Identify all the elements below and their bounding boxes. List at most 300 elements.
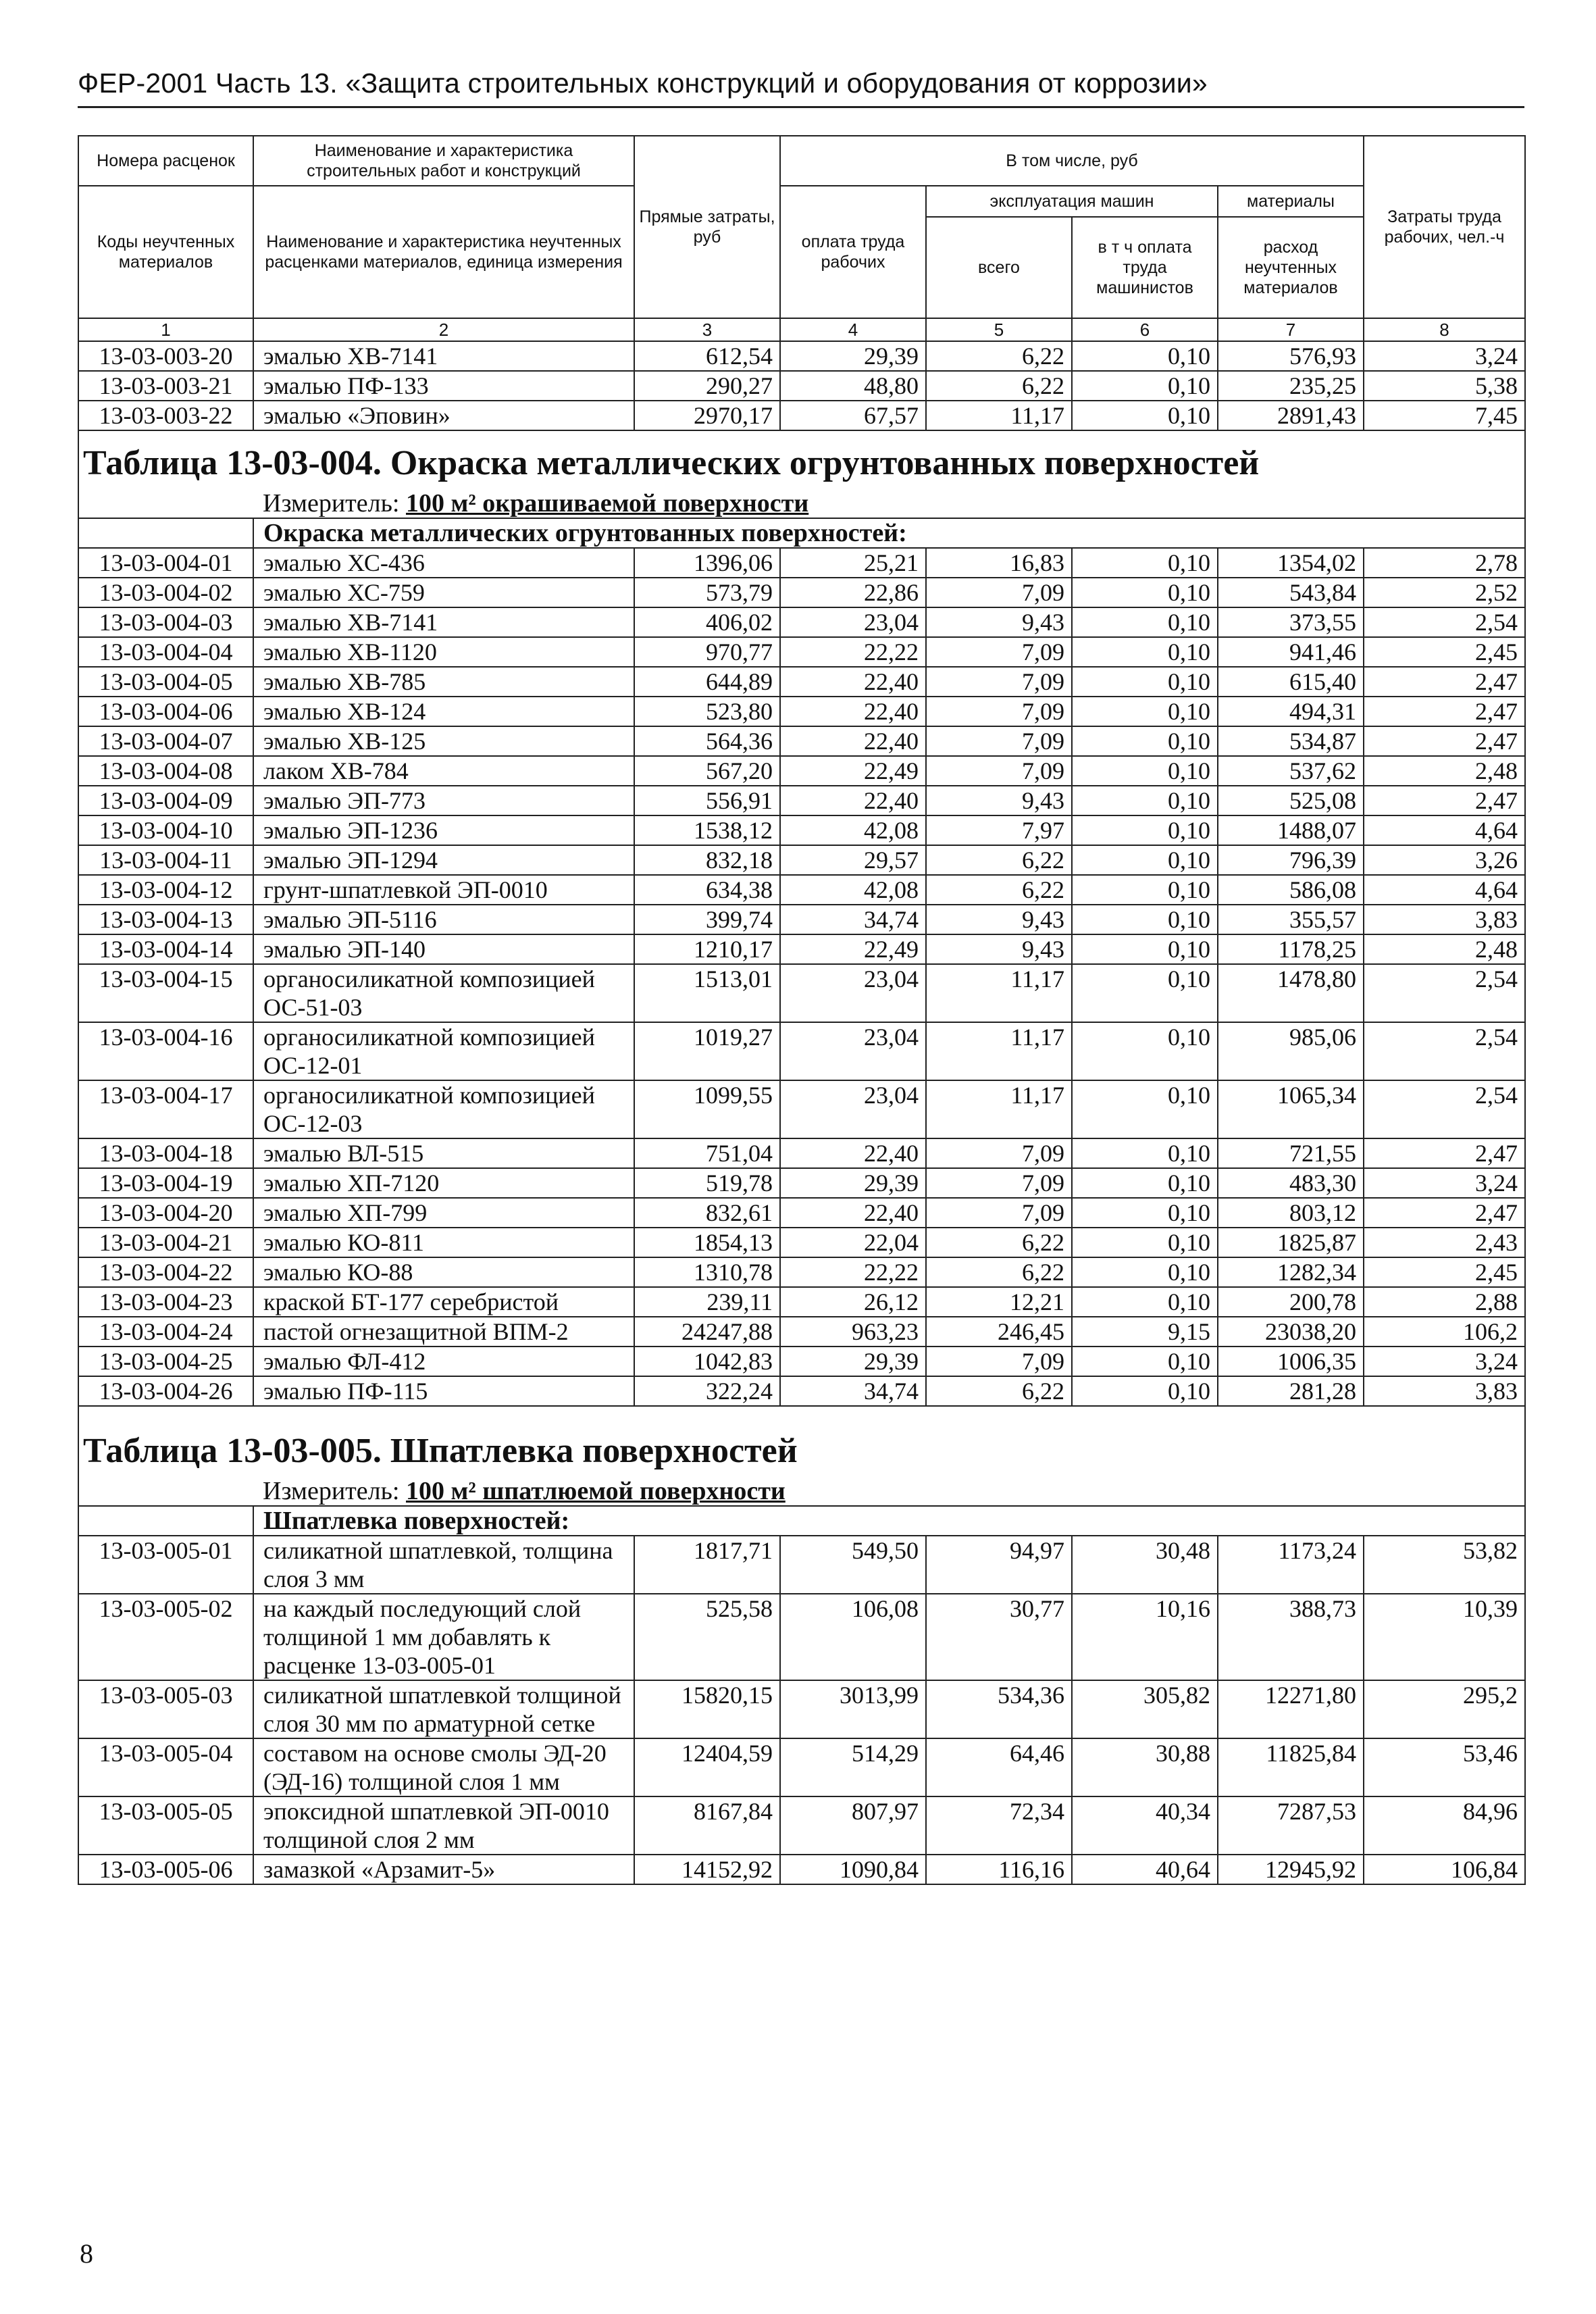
direct-cost: 12404,59	[634, 1738, 780, 1796]
rate-code: 13-03-004-16	[78, 1022, 253, 1080]
table-row	[78, 1198, 1525, 1228]
table-row	[78, 1594, 1525, 1680]
rate-code: 13-03-005-06	[78, 1855, 253, 1884]
machines-cost: 7,09	[926, 1347, 1072, 1376]
work-name: эмалью ХВ-785	[253, 667, 634, 697]
direct-cost: 1854,13	[634, 1228, 780, 1257]
work-name: эмалью ПФ-133	[253, 371, 634, 401]
labor-hours: 2,47	[1364, 726, 1525, 756]
table-row	[78, 578, 1525, 607]
direct-cost: 751,04	[634, 1138, 780, 1168]
machines-cost: 6,22	[926, 1376, 1072, 1406]
labor-cost: 22,40	[780, 1138, 926, 1168]
rate-code: 13-03-005-02	[78, 1594, 253, 1680]
materials-cost: 543,84	[1218, 578, 1364, 607]
materials-cost: 12945,92	[1218, 1855, 1364, 1884]
labor-hours: 4,64	[1364, 815, 1525, 845]
direct-cost: 399,74	[634, 905, 780, 934]
machines-cost: 6,22	[926, 845, 1072, 875]
work-name: лаком ХВ-784	[253, 756, 634, 786]
labor-cost: 22,40	[780, 667, 926, 697]
labor-cost: 48,80	[780, 371, 926, 401]
col3-header: Прямые затраты, руб	[634, 136, 780, 318]
machines-cost: 12,21	[926, 1287, 1072, 1317]
measure-unit: 100 м² окрашиваемой поверхности	[406, 489, 809, 518]
table-005-heading	[78, 1406, 1525, 1536]
machines-cost: 11,17	[926, 1022, 1072, 1080]
machines-cost: 9,43	[926, 786, 1072, 815]
direct-cost: 832,61	[634, 1198, 780, 1228]
labor-hours: 10,39	[1364, 1594, 1525, 1680]
labor-hours: 84,96	[1364, 1796, 1525, 1855]
machines-cost: 7,09	[926, 1168, 1072, 1198]
operators-cost: 0,10	[1072, 875, 1218, 905]
work-name: грунт-шпатлевкой ЭП-0010	[253, 875, 634, 905]
materials-cost: 200,78	[1218, 1287, 1364, 1317]
machines-cost: 116,16	[926, 1855, 1072, 1884]
direct-cost: 525,58	[634, 1594, 780, 1680]
labor-cost: 22,86	[780, 578, 926, 607]
table-row	[78, 1536, 1525, 1594]
table-row	[78, 1022, 1525, 1080]
materials-cost: 576,93	[1218, 341, 1364, 371]
table-row	[78, 1168, 1525, 1198]
group-header-all: В том числе, руб	[780, 136, 1364, 186]
labor-cost: 42,08	[780, 815, 926, 845]
machines-cost: 16,83	[926, 548, 1072, 578]
machines-cost: 7,09	[926, 697, 1072, 726]
labor-hours: 2,47	[1364, 786, 1525, 815]
rate-code: 13-03-004-06	[78, 697, 253, 726]
work-name: эмалью ХВ-1120	[253, 637, 634, 667]
labor-hours: 2,54	[1364, 1080, 1525, 1138]
spacer	[78, 1477, 253, 1506]
labor-cost: 22,40	[780, 697, 926, 726]
column-number: 6	[1072, 318, 1218, 341]
operators-cost: 0,10	[1072, 667, 1218, 697]
materials-cost: 7287,53	[1218, 1796, 1364, 1855]
labor-hours: 3,26	[1364, 845, 1525, 875]
col2-header-bottom: Наименование и характеристика неучтенных расценками материалов, единица измерения	[253, 186, 634, 318]
table-row	[78, 1738, 1525, 1796]
table-row	[78, 637, 1525, 667]
column-number: 8	[1364, 318, 1525, 341]
direct-cost: 832,18	[634, 845, 780, 875]
table-row	[78, 934, 1525, 964]
rate-code: 13-03-004-11	[78, 845, 253, 875]
operators-cost: 0,10	[1072, 1228, 1218, 1257]
labor-cost: 514,29	[780, 1738, 926, 1796]
machines-cost: 30,77	[926, 1594, 1072, 1680]
labor-cost: 23,04	[780, 1080, 926, 1138]
materials-cost: 1065,34	[1218, 1080, 1364, 1138]
operators-cost: 9,15	[1072, 1317, 1218, 1347]
table-row	[78, 1287, 1525, 1317]
materials-cost: 373,55	[1218, 607, 1364, 637]
labor-cost: 23,04	[780, 607, 926, 637]
labor-hours: 2,54	[1364, 1022, 1525, 1080]
rate-code: 13-03-004-14	[78, 934, 253, 964]
operators-cost: 0,10	[1072, 845, 1218, 875]
work-name: эмалью ЭП-140	[253, 934, 634, 964]
direct-cost: 644,89	[634, 667, 780, 697]
labor-cost: 22,40	[780, 786, 926, 815]
table-row	[78, 1347, 1525, 1376]
rate-code: 13-03-004-07	[78, 726, 253, 756]
group-header-machines: эксплуатация машин	[926, 186, 1218, 217]
materials-cost: 1173,24	[1218, 1536, 1364, 1594]
labor-cost: 34,74	[780, 905, 926, 934]
operators-cost: 0,10	[1072, 401, 1218, 430]
price-table	[78, 135, 1526, 1885]
machines-cost: 6,22	[926, 1257, 1072, 1287]
work-name: эмалью ВЛ-515	[253, 1138, 634, 1168]
table-row	[78, 1796, 1525, 1855]
table-row	[78, 786, 1525, 815]
labor-hours: 3,83	[1364, 905, 1525, 934]
rate-code: 13-03-004-13	[78, 905, 253, 934]
labor-hours: 106,2	[1364, 1317, 1525, 1347]
labor-cost: 29,39	[780, 1347, 926, 1376]
header-rule	[78, 106, 1524, 108]
table-row	[78, 607, 1525, 637]
labor-hours: 2,45	[1364, 1257, 1525, 1287]
labor-hours: 2,43	[1364, 1228, 1525, 1257]
materials-cost: 525,08	[1218, 786, 1364, 815]
labor-cost: 26,12	[780, 1287, 926, 1317]
materials-cost: 1006,35	[1218, 1347, 1364, 1376]
materials-cost: 235,25	[1218, 371, 1364, 401]
table-004-title: Таблица 13-03-004. Окраска металлических огрунтованных поверхностей	[78, 430, 1525, 489]
labor-cost: 42,08	[780, 875, 926, 905]
operators-cost: 0,10	[1072, 697, 1218, 726]
table-005-measure	[253, 1477, 1525, 1506]
machines-cost: 11,17	[926, 1080, 1072, 1138]
column-numbers-row	[78, 318, 1525, 341]
materials-cost: 1478,80	[1218, 964, 1364, 1022]
machines-cost: 11,17	[926, 964, 1072, 1022]
work-name: эмалью ХВ-124	[253, 697, 634, 726]
labor-cost: 34,74	[780, 1376, 926, 1406]
labor-hours: 7,45	[1364, 401, 1525, 430]
rate-code: 13-03-004-23	[78, 1287, 253, 1317]
materials-cost: 537,62	[1218, 756, 1364, 786]
operators-cost: 0,10	[1072, 815, 1218, 845]
work-name: эмалью КО-88	[253, 1257, 634, 1287]
materials-cost: 1354,02	[1218, 548, 1364, 578]
work-name: эмалью ПФ-115	[253, 1376, 634, 1406]
rate-code: 13-03-004-25	[78, 1347, 253, 1376]
labor-hours: 2,45	[1364, 637, 1525, 667]
table-row	[78, 1376, 1525, 1406]
work-name: эмалью ХП-7120	[253, 1168, 634, 1198]
col5-header: всего	[926, 217, 1072, 318]
operators-cost: 0,10	[1072, 371, 1218, 401]
labor-hours: 2,54	[1364, 607, 1525, 637]
labor-hours: 2,47	[1364, 667, 1525, 697]
table-row	[78, 371, 1525, 401]
operators-cost: 0,10	[1072, 1376, 1218, 1406]
direct-cost: 14152,92	[634, 1855, 780, 1884]
labor-cost: 106,08	[780, 1594, 926, 1680]
column-number: 1	[78, 318, 253, 341]
rate-code: 13-03-005-03	[78, 1680, 253, 1738]
materials-cost: 483,30	[1218, 1168, 1364, 1198]
direct-cost: 239,11	[634, 1287, 780, 1317]
work-name: эмалью ХВ-7141	[253, 341, 634, 371]
measure-prefix: Измеритель:	[263, 1477, 406, 1505]
rate-code: 13-03-004-03	[78, 607, 253, 637]
direct-cost: 1310,78	[634, 1257, 780, 1287]
direct-cost: 573,79	[634, 578, 780, 607]
work-name: эмалью ЭП-773	[253, 786, 634, 815]
operators-cost: 0,10	[1072, 756, 1218, 786]
direct-cost: 567,20	[634, 756, 780, 786]
table-004-section: Окраска металлических огрунтованных поверхностей:	[253, 518, 1525, 548]
rate-code: 13-03-003-21	[78, 371, 253, 401]
rate-code: 13-03-004-01	[78, 548, 253, 578]
table-row	[78, 964, 1525, 1022]
work-name: эпоксидной шпатлевкой ЭП-0010 толщиной слоя 2 мм	[253, 1796, 634, 1855]
labor-cost: 22,22	[780, 1257, 926, 1287]
machines-cost: 7,09	[926, 667, 1072, 697]
machines-cost: 64,46	[926, 1738, 1072, 1796]
rate-code: 13-03-004-15	[78, 964, 253, 1022]
labor-cost: 549,50	[780, 1536, 926, 1594]
machines-cost: 7,09	[926, 1198, 1072, 1228]
materials-cost: 1825,87	[1218, 1228, 1364, 1257]
labor-cost: 22,49	[780, 756, 926, 786]
operators-cost: 0,10	[1072, 578, 1218, 607]
work-name: силикатной шпатлевкой толщиной слоя 30 мм по арматурной сетке	[253, 1680, 634, 1738]
rate-code: 13-03-005-01	[78, 1536, 253, 1594]
labor-cost: 3013,99	[780, 1680, 926, 1738]
direct-cost: 556,91	[634, 786, 780, 815]
work-name: органосиликатной композицией ОС-12-01	[253, 1022, 634, 1080]
machines-cost: 11,17	[926, 401, 1072, 430]
table-header	[78, 136, 1525, 341]
direct-cost: 970,77	[634, 637, 780, 667]
machines-cost: 246,45	[926, 1317, 1072, 1347]
work-name: органосиликатной композицией ОС-12-03	[253, 1080, 634, 1138]
work-name: эмалью ХВ-7141	[253, 607, 634, 637]
direct-cost: 1538,12	[634, 815, 780, 845]
materials-cost: 796,39	[1218, 845, 1364, 875]
work-name: замазкой «Арзамит-5»	[253, 1855, 634, 1884]
operators-cost: 0,10	[1072, 1287, 1218, 1317]
table-row	[78, 845, 1525, 875]
table-005-title: Таблица 13-03-005. Шпатлевка поверхностей	[78, 1406, 1525, 1477]
operators-cost: 0,10	[1072, 1022, 1218, 1080]
col7-header: расход неучтенных материалов	[1218, 217, 1364, 318]
column-number: 5	[926, 318, 1072, 341]
work-name: эмалью ХП-799	[253, 1198, 634, 1228]
labor-cost: 807,97	[780, 1796, 926, 1855]
machines-cost: 6,22	[926, 1228, 1072, 1257]
table-row	[78, 1680, 1525, 1738]
materials-cost: 355,57	[1218, 905, 1364, 934]
direct-cost: 612,54	[634, 341, 780, 371]
operators-cost: 0,10	[1072, 1198, 1218, 1228]
materials-cost: 12271,80	[1218, 1680, 1364, 1738]
table-row	[78, 756, 1525, 786]
labor-hours: 2,54	[1364, 964, 1525, 1022]
materials-cost: 1178,25	[1218, 934, 1364, 964]
column-number: 4	[780, 318, 926, 341]
col1-header-bottom: Коды неучтенных материалов	[78, 186, 253, 318]
labor-hours: 53,82	[1364, 1536, 1525, 1594]
work-name: эмалью ХС-759	[253, 578, 634, 607]
page-header: ФЕР-2001 Часть 13. «Защита строительных конструкций и оборудования от коррозии»	[78, 68, 1208, 99]
operators-cost: 30,88	[1072, 1738, 1218, 1796]
rate-code: 13-03-004-10	[78, 815, 253, 845]
col1-header-top: Номера расценок	[78, 136, 253, 186]
labor-cost: 963,23	[780, 1317, 926, 1347]
page-number: 8	[80, 2238, 93, 2269]
labor-cost: 29,57	[780, 845, 926, 875]
direct-cost: 564,36	[634, 726, 780, 756]
operators-cost: 0,10	[1072, 786, 1218, 815]
rate-code: 13-03-005-05	[78, 1796, 253, 1855]
machines-cost: 9,43	[926, 934, 1072, 964]
work-name: силикатной шпатлевкой, толщина слоя 3 мм	[253, 1536, 634, 1594]
operators-cost: 40,64	[1072, 1855, 1218, 1884]
table-row	[78, 401, 1525, 430]
labor-hours: 3,24	[1364, 1347, 1525, 1376]
labor-cost: 1090,84	[780, 1855, 926, 1884]
table-row	[78, 1257, 1525, 1287]
rate-code: 13-03-004-24	[78, 1317, 253, 1347]
labor-hours: 2,48	[1364, 934, 1525, 964]
column-number: 2	[253, 318, 634, 341]
column-number: 3	[634, 318, 780, 341]
spacer	[78, 1506, 253, 1536]
machines-cost: 7,09	[926, 726, 1072, 756]
labor-cost: 22,40	[780, 1198, 926, 1228]
table-row	[78, 905, 1525, 934]
table-004-measure	[253, 489, 1525, 518]
labor-cost: 23,04	[780, 1022, 926, 1080]
labor-hours: 2,48	[1364, 756, 1525, 786]
work-name: эмалью ХС-436	[253, 548, 634, 578]
labor-hours: 2,88	[1364, 1287, 1525, 1317]
direct-cost: 406,02	[634, 607, 780, 637]
rate-code: 13-03-004-04	[78, 637, 253, 667]
labor-cost: 23,04	[780, 964, 926, 1022]
labor-hours: 3,83	[1364, 1376, 1525, 1406]
materials-cost: 2891,43	[1218, 401, 1364, 430]
operators-cost: 0,10	[1072, 964, 1218, 1022]
rate-code: 13-03-003-20	[78, 341, 253, 371]
machines-cost: 7,09	[926, 1138, 1072, 1168]
labor-hours: 2,47	[1364, 1198, 1525, 1228]
materials-cost: 1282,34	[1218, 1257, 1364, 1287]
work-name: эмалью ФЛ-412	[253, 1347, 634, 1376]
machines-cost: 6,22	[926, 875, 1072, 905]
direct-cost: 1210,17	[634, 934, 780, 964]
materials-cost: 985,06	[1218, 1022, 1364, 1080]
direct-cost: 1396,06	[634, 548, 780, 578]
measure-prefix: Измеритель:	[263, 489, 406, 518]
table-row	[78, 1228, 1525, 1257]
materials-cost: 281,28	[1218, 1376, 1364, 1406]
rate-code: 13-03-004-02	[78, 578, 253, 607]
rate-code: 13-03-004-22	[78, 1257, 253, 1287]
machines-cost: 9,43	[926, 607, 1072, 637]
materials-cost: 721,55	[1218, 1138, 1364, 1168]
labor-hours: 2,78	[1364, 548, 1525, 578]
direct-cost: 8167,84	[634, 1796, 780, 1855]
operators-cost: 0,10	[1072, 341, 1218, 371]
labor-hours: 2,47	[1364, 1138, 1525, 1168]
rate-code: 13-03-005-04	[78, 1738, 253, 1796]
work-name: пастой огнезащитной ВПМ-2	[253, 1317, 634, 1347]
direct-cost: 519,78	[634, 1168, 780, 1198]
labor-cost: 22,40	[780, 726, 926, 756]
direct-cost: 322,24	[634, 1376, 780, 1406]
rate-code: 13-03-004-18	[78, 1138, 253, 1168]
table-005-body	[78, 1536, 1525, 1884]
spacer	[78, 518, 253, 548]
labor-hours: 106,84	[1364, 1855, 1525, 1884]
machines-cost: 9,43	[926, 905, 1072, 934]
machines-cost: 7,09	[926, 637, 1072, 667]
measure-unit: 100 м² шпатлюемой поверхности	[406, 1477, 786, 1505]
table-row	[78, 341, 1525, 371]
rate-code: 13-03-004-08	[78, 756, 253, 786]
machines-cost: 72,34	[926, 1796, 1072, 1855]
direct-cost: 1042,83	[634, 1347, 780, 1376]
operators-cost: 40,34	[1072, 1796, 1218, 1855]
labor-hours: 53,46	[1364, 1738, 1525, 1796]
table-row	[78, 726, 1525, 756]
labor-cost: 22,49	[780, 934, 926, 964]
table-row	[78, 548, 1525, 578]
machines-cost: 6,22	[926, 371, 1072, 401]
work-name: на каждый последующий слой толщиной 1 мм добавлять к расценке 13-03-005-01	[253, 1594, 634, 1680]
labor-hours: 3,24	[1364, 1168, 1525, 1198]
work-name: органосиликатной композицией ОС-51-03	[253, 964, 634, 1022]
table-row	[78, 697, 1525, 726]
machines-cost: 7,09	[926, 756, 1072, 786]
materials-cost: 534,87	[1218, 726, 1364, 756]
direct-cost: 1817,71	[634, 1536, 780, 1594]
col6-header: в т ч оплата труда машинистов	[1072, 217, 1218, 318]
direct-cost: 523,80	[634, 697, 780, 726]
operators-cost: 30,48	[1072, 1536, 1218, 1594]
machines-cost: 7,09	[926, 578, 1072, 607]
rate-code: 13-03-004-17	[78, 1080, 253, 1138]
materials-cost: 1488,07	[1218, 815, 1364, 845]
col2-header-top: Наименование и характеристика строительных работ и конструкций	[253, 136, 634, 186]
direct-cost: 2970,17	[634, 401, 780, 430]
rate-code: 13-03-004-05	[78, 667, 253, 697]
rate-code: 13-03-004-09	[78, 786, 253, 815]
column-number: 7	[1218, 318, 1364, 341]
machines-cost: 94,97	[926, 1536, 1072, 1594]
work-name: составом на основе смолы ЭД-20 (ЭД-16) толщиной слоя 1 мм	[253, 1738, 634, 1796]
labor-hours: 2,52	[1364, 578, 1525, 607]
direct-cost: 634,38	[634, 875, 780, 905]
operators-cost: 0,10	[1072, 905, 1218, 934]
work-name: эмалью ЭП-1236	[253, 815, 634, 845]
operators-cost: 0,10	[1072, 607, 1218, 637]
labor-cost: 22,22	[780, 637, 926, 667]
operators-cost: 0,10	[1072, 1257, 1218, 1287]
materials-cost: 586,08	[1218, 875, 1364, 905]
direct-cost: 290,27	[634, 371, 780, 401]
direct-cost: 1513,01	[634, 964, 780, 1022]
